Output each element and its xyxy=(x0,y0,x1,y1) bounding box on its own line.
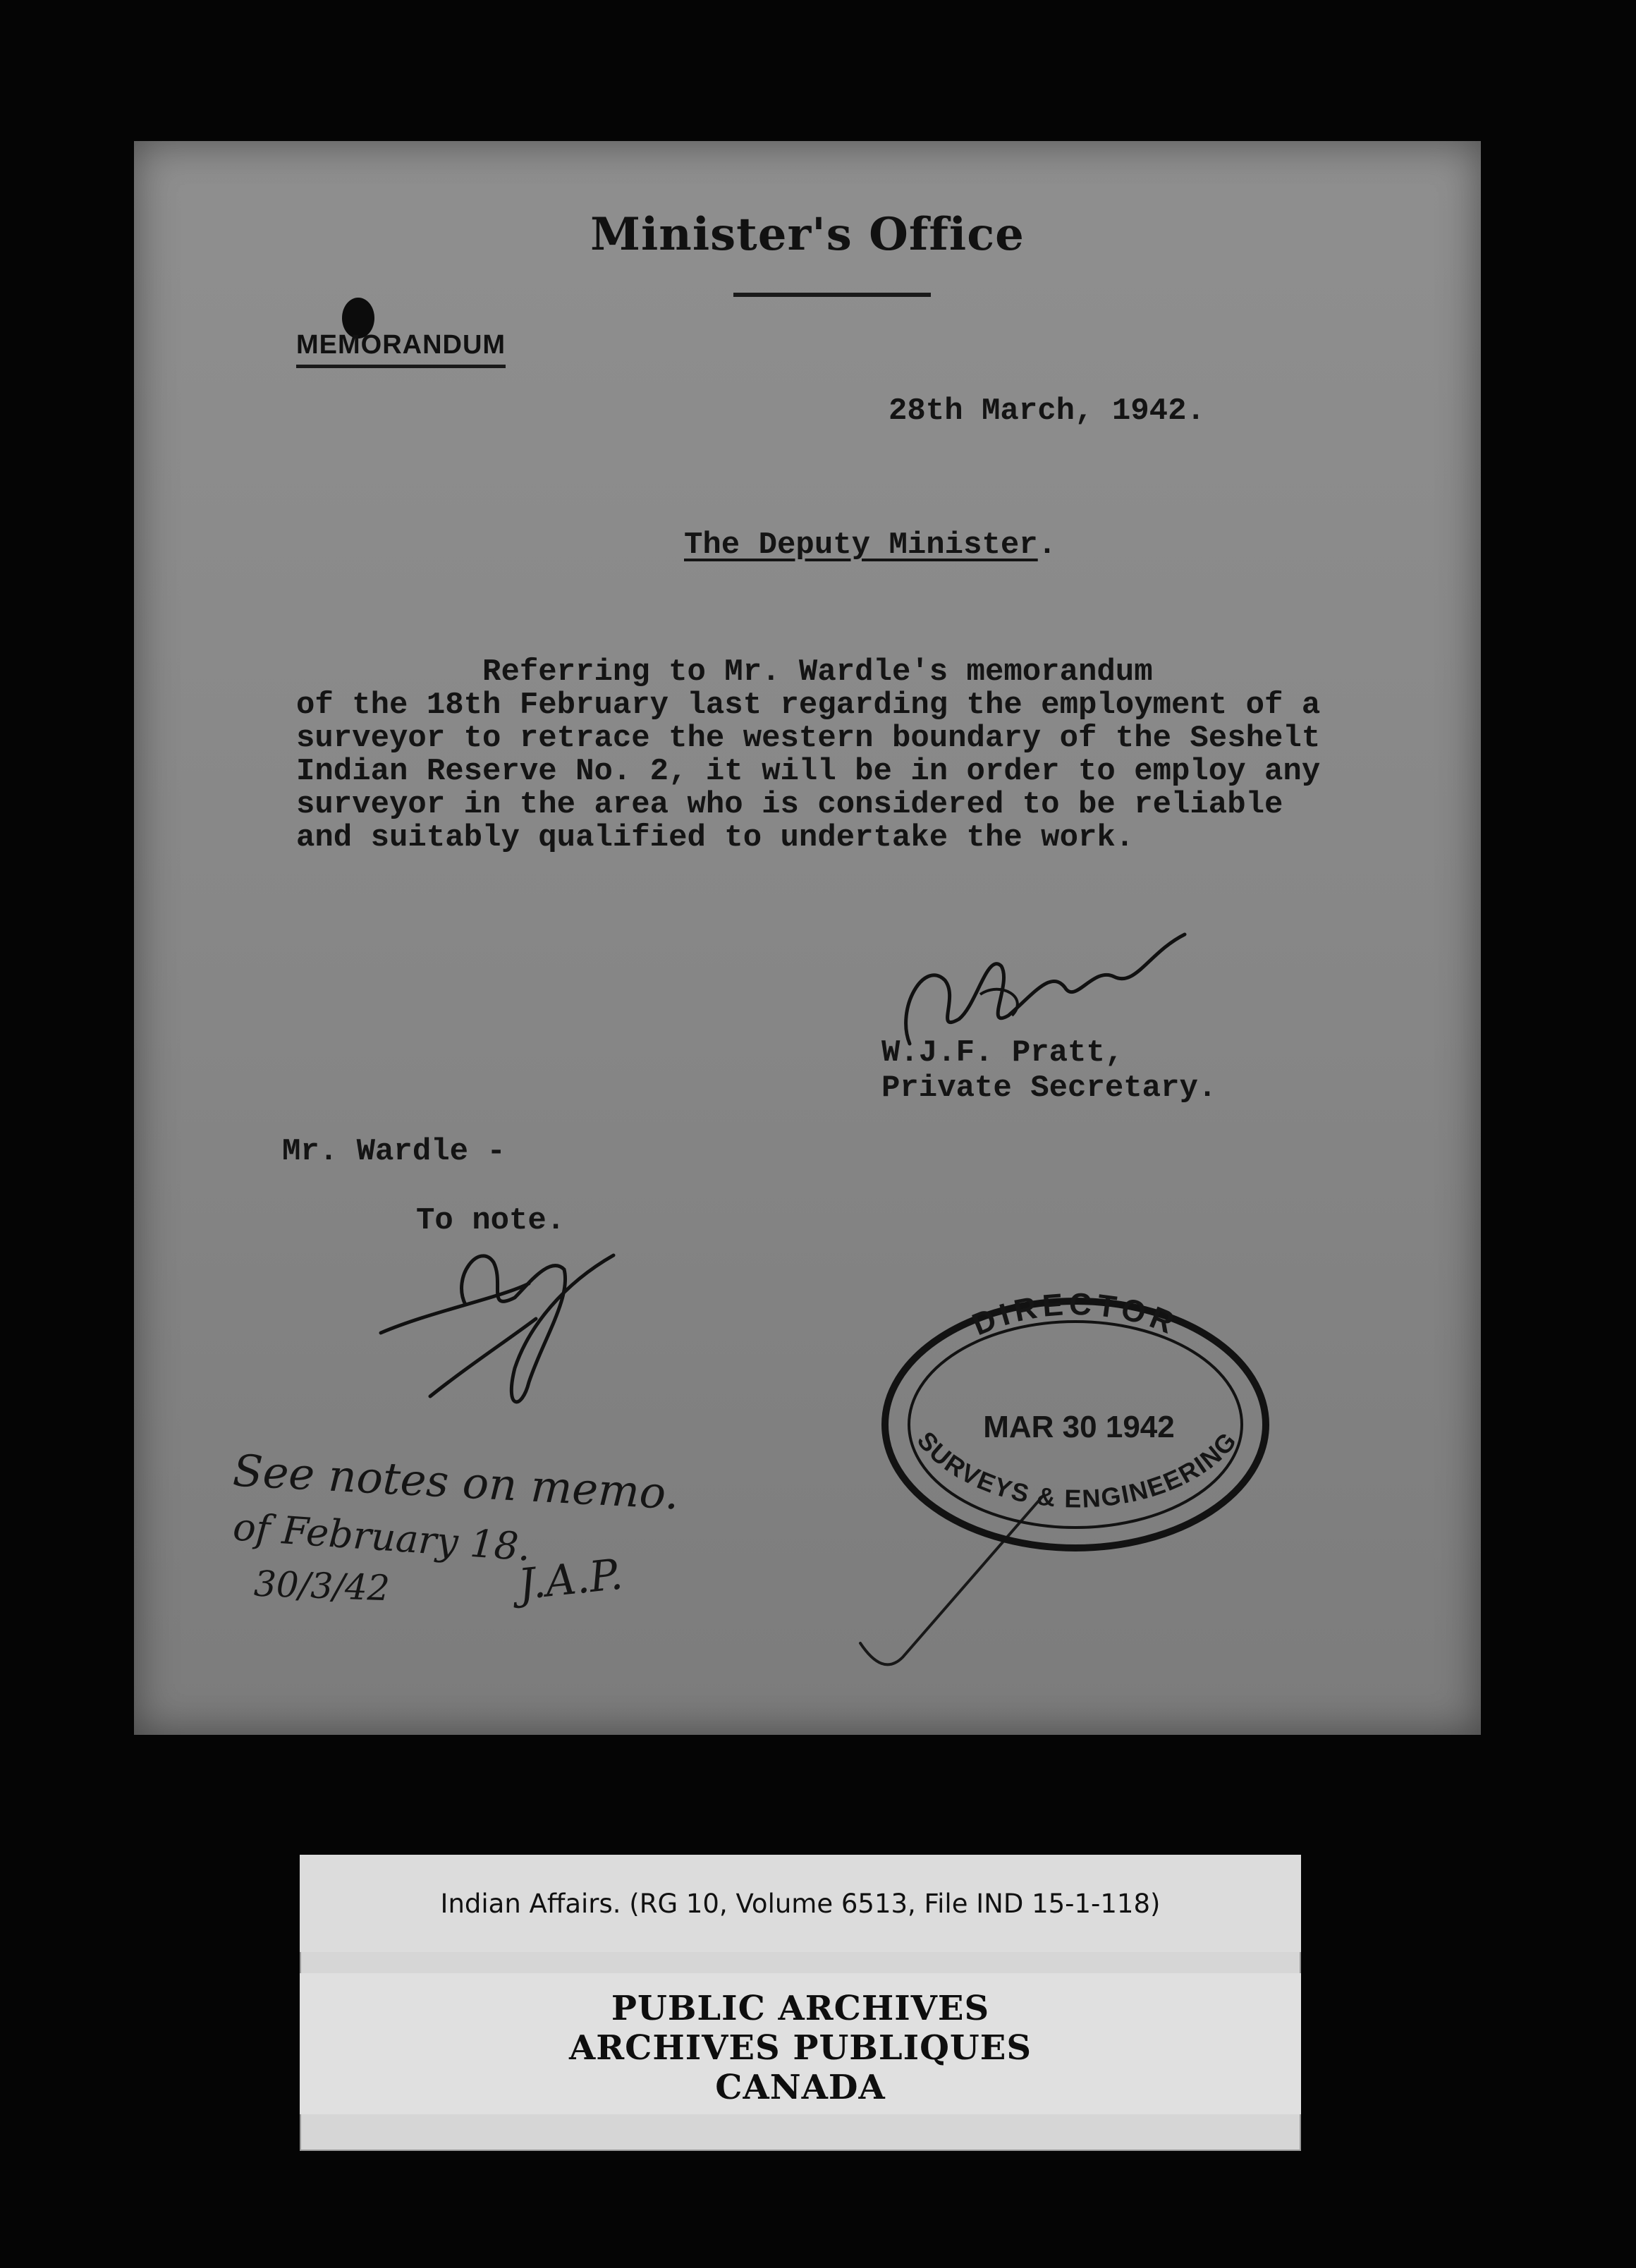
memo-body: Referring to Mr. Wardle's memorandum of the 18th February last regarding the employment of a surveyor to retrace the western boundary of the Seshelt Indian Reserve No. 2, it will be in order to employ any surveyor in the area who is considered to be reliable and suitably qualified to undertake the work. xyxy=(296,654,1321,855)
letterhead: Minister's Office xyxy=(590,208,1025,261)
archive-line-1: PUBLIC ARCHIVES xyxy=(611,1989,990,2028)
initials-scrawl xyxy=(381,1255,614,1402)
memo-date: 28th March, 1942. xyxy=(889,394,1205,429)
stamp-date: MAR 30 1942 xyxy=(983,1410,1175,1444)
archive-reference: Indian Affairs. (RG 10, Volume 6513, File IND 15-1-118) xyxy=(300,1855,1301,1952)
cc-line: Mr. Wardle - xyxy=(282,1134,506,1169)
director-stamp xyxy=(885,1287,1266,1548)
memo-label: MEMORANDUM xyxy=(296,330,506,368)
archive-line-2: ARCHIVES PUBLIQUES xyxy=(569,2028,1032,2068)
handwritten-note-line1: See notes on memo. xyxy=(231,1444,680,1520)
addressee-punct: . xyxy=(1037,528,1057,563)
archive-name-block xyxy=(300,1973,1301,2114)
markings-layer xyxy=(134,141,1481,1735)
handwritten-initials: J.A.P. xyxy=(515,1549,625,1610)
memorandum-page xyxy=(134,141,1481,1735)
handwritten-note-line2: of February 18. xyxy=(231,1504,532,1570)
archive-line-3: CANADA xyxy=(715,2068,886,2107)
stamp-top-text: DIRECTOR xyxy=(967,1286,1184,1343)
cc-note: To note. xyxy=(416,1203,566,1238)
handwritten-note-date: 30/3/42 xyxy=(253,1563,391,1609)
addressee-name: The Deputy Minister xyxy=(684,528,1038,563)
pratt-signature xyxy=(906,934,1185,1044)
stamp-bottom-text: SURVEYS & ENGINEERING xyxy=(911,1425,1243,1513)
archive-label xyxy=(300,1855,1301,2151)
signature-name: W.J.F. Pratt, xyxy=(881,1035,1124,1071)
signature-title: Private Secretary. xyxy=(881,1071,1217,1106)
